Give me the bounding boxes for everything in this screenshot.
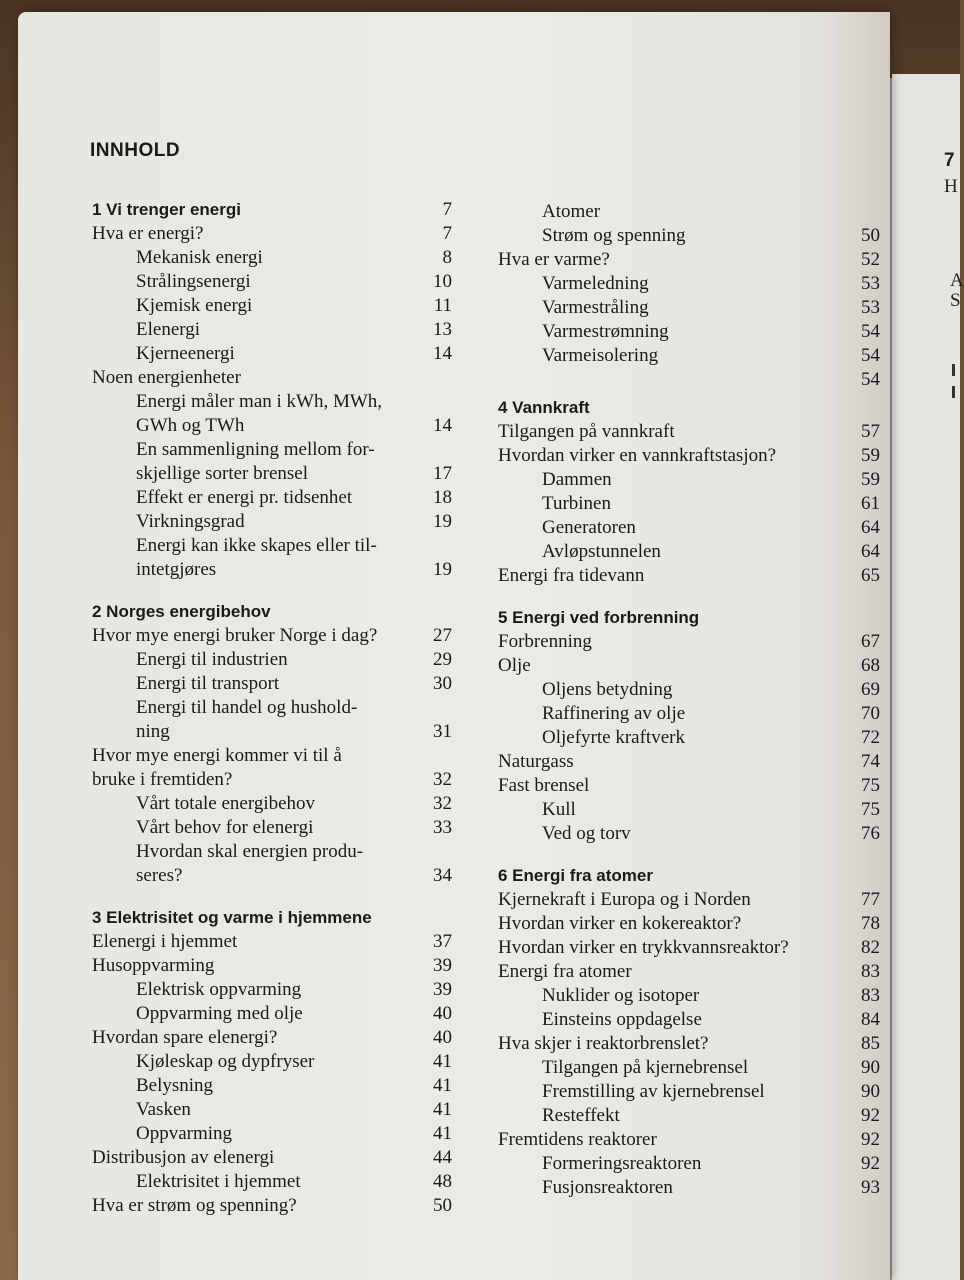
toc-page-number: 41 <box>433 1051 452 1072</box>
toc-page-number: 57 <box>861 421 880 442</box>
toc-page-number: 92 <box>861 1153 880 1174</box>
toc-page-number: 41 <box>433 1099 452 1120</box>
toc-chapter-title: 6 Energi fra atomer <box>498 866 653 885</box>
toc-entry-title: Nuklider og isotoper <box>542 985 700 1006</box>
toc-entry-row <box>92 816 452 840</box>
toc-entry-title: Fremstilling av kjernebrensel <box>542 1081 765 1102</box>
toc-entry-title: Fusjonsreaktoren <box>542 1177 673 1198</box>
toc-entry-row <box>92 864 452 888</box>
toc-entry-title: Formeringsreaktoren <box>542 1153 702 1174</box>
toc-page-number: 31 <box>433 721 452 742</box>
toc-entry-row <box>498 444 880 468</box>
toc-page-number: 64 <box>861 517 880 538</box>
page-heading: INNHOLD <box>90 140 181 161</box>
toc-entry-title: Tilgangen på vannkraft <box>498 421 675 442</box>
toc-page-number: 74 <box>861 751 880 772</box>
toc-entry-title: Hva er energi? <box>92 223 204 244</box>
toc-entry-row <box>498 678 880 702</box>
toc-entry-row <box>498 1128 880 1152</box>
toc-entry-title: Mekanisk energi <box>136 247 263 268</box>
toc-entry-title: Oljens betydning <box>542 679 673 700</box>
toc-chapter-title: 2 Norges energibehov <box>92 602 271 621</box>
toc-entry-title: Fast brensel <box>498 775 590 796</box>
toc-entry-row <box>498 468 880 492</box>
toc-entry-title: Ved og torv <box>542 823 631 844</box>
toc-page-number: 54 <box>861 321 880 342</box>
toc-entry-title: Resteffekt <box>542 1105 620 1126</box>
toc-entry-row <box>498 296 880 320</box>
toc-entry-row <box>92 1074 452 1098</box>
toc-entry-row <box>92 222 452 246</box>
toc-page-number: 64 <box>861 541 880 562</box>
toc-entry-title: Varmestråling <box>542 297 649 318</box>
toc-entry-row <box>92 318 452 342</box>
toc-entry-title: Vasken <box>136 1099 191 1120</box>
toc-page-number: 75 <box>861 775 880 796</box>
toc-entry-title: Belysning <box>136 1075 214 1096</box>
toc-entry-row <box>92 1122 452 1146</box>
toc-page-number: 37 <box>433 931 452 952</box>
toc-page-number: 76 <box>861 823 880 844</box>
toc-page-number: 33 <box>433 817 452 838</box>
toc-entry-title: Forbrenning <box>498 631 592 652</box>
toc-entry-title: Effekt er energi pr. tidsenhet <box>136 487 353 508</box>
toc-entry-row <box>498 702 880 726</box>
toc-entry-title: Hvor mye energi bruker Norge i dag? <box>92 625 378 646</box>
toc-entry-title: Turbinen <box>542 493 611 514</box>
toc-page-number: 50 <box>433 1195 452 1216</box>
toc-chapter-title: 3 Elektrisitet og varme i hjemmene <box>92 908 372 927</box>
toc-entry-row <box>498 1104 880 1128</box>
toc-page-number: 52 <box>861 249 880 270</box>
toc-page-number: 7 <box>442 223 452 244</box>
toc-page-number: 50 <box>861 225 880 246</box>
facing-page-edge <box>892 74 964 1280</box>
toc-entry-row <box>92 744 452 768</box>
toc-entry-title: Hvordan skal energien produ- <box>136 841 364 862</box>
toc-entry-title: Elektrisitet i hjemmet <box>136 1171 301 1192</box>
toc-entry-title: Generatoren <box>542 517 636 538</box>
toc-chapter-row <box>498 396 880 420</box>
toc-page-number: 30 <box>433 673 452 694</box>
toc-page-number: 10 <box>433 271 452 292</box>
toc-entry-title: Varmeledning <box>542 273 649 294</box>
toc-entry-row <box>92 534 452 558</box>
toc-chapter-title: 5 Energi ved forbrenning <box>498 608 700 627</box>
toc-entry-title: Tilgangen på kjernebrensel <box>542 1057 749 1078</box>
toc-entry-title: Kjøleskap og dypfryser <box>136 1051 315 1072</box>
facing-page-fragment: A <box>950 270 964 291</box>
toc-page-number: 44 <box>433 1147 452 1168</box>
toc-entry-row <box>92 1002 452 1026</box>
toc-entry-title: Energi kan ikke skapes eller til- <box>136 535 377 556</box>
toc-entry-row <box>498 984 880 1008</box>
toc-entry-title: Strålingsenergi <box>136 271 251 292</box>
facing-page-fragment: H <box>944 176 958 197</box>
toc-entry-title: Dammen <box>542 469 612 490</box>
section-gap <box>92 888 452 906</box>
toc-entry-title: Elenergi <box>136 319 201 340</box>
toc-page-number: 13 <box>433 319 452 340</box>
toc-entry-title: Varmeisolering <box>542 345 659 366</box>
toc-page-number: 54 <box>861 345 880 366</box>
toc-page-number: 84 <box>861 1009 880 1030</box>
toc-page-number: 70 <box>861 703 880 724</box>
toc-entry-title: Kull <box>542 799 576 820</box>
toc-entry-title: Kjerneenergi <box>136 343 235 364</box>
toc-entry-row <box>92 438 452 462</box>
toc-entry-row <box>92 510 452 534</box>
toc-entry-row <box>498 912 880 936</box>
toc-entry-row <box>498 344 880 368</box>
toc-page-number: 41 <box>433 1123 452 1144</box>
toc-entry-row <box>92 462 452 486</box>
toc-entry-title: Olje <box>498 655 531 676</box>
toc-entry-title: Elenergi i hjemmet <box>92 931 238 952</box>
toc-entry-title: GWh og TWh <box>136 415 245 436</box>
toc-entry-title: Energi fra atomer <box>498 961 632 982</box>
toc-page-number: 39 <box>433 979 452 1000</box>
toc-entry-row <box>498 774 880 798</box>
section-gap <box>92 582 452 600</box>
toc-entry-title: Fremtidens reaktorer <box>498 1129 657 1150</box>
toc-chapter-row <box>498 864 880 888</box>
toc-page-number: 61 <box>861 493 880 514</box>
toc-entry-title: Oppvarming <box>136 1123 233 1144</box>
toc-page-number: 53 <box>861 297 880 318</box>
toc-entry-title: Energi til transport <box>136 673 280 694</box>
toc-page-number: 32 <box>433 793 452 814</box>
toc-page-number: 39 <box>433 955 452 976</box>
toc-entry-title: Kjemisk energi <box>136 295 253 316</box>
toc-entry-row <box>498 750 880 774</box>
facing-page-mark <box>952 386 955 398</box>
toc-page-number: 17 <box>433 463 452 484</box>
toc-entry-row <box>92 954 452 978</box>
toc-entry-row <box>92 366 452 390</box>
toc-entry-row <box>92 1098 452 1122</box>
toc-page-number: 27 <box>433 625 452 646</box>
toc-page-number: 14 <box>433 343 452 364</box>
toc-page-number: 40 <box>433 1003 452 1024</box>
toc-entry-title: Energi til industrien <box>136 649 288 670</box>
toc-entry-title: ning <box>136 721 170 742</box>
toc-entry-title: skjellige sorter brensel <box>136 463 309 484</box>
toc-entry-title: Varmestrømning <box>542 321 669 342</box>
toc-entry-row <box>92 768 452 792</box>
toc-entry-title: Energi til handel og hushold- <box>136 697 358 718</box>
toc-entry-title: Oljefyrte kraftverk <box>542 727 685 748</box>
toc-entry-row <box>92 720 452 744</box>
toc-entry-title: bruke i fremtiden? <box>92 769 233 790</box>
section-gap <box>498 588 880 606</box>
toc-entry-title: Hvordan spare elenergi? <box>92 1027 278 1048</box>
toc-entry-row <box>92 246 452 270</box>
toc-entry-row <box>92 414 452 438</box>
toc-entry-row <box>92 672 452 696</box>
toc-page-number: 53 <box>861 273 880 294</box>
toc-entry-row <box>498 224 880 248</box>
toc-page-number: 18 <box>433 487 452 508</box>
toc-page-number: 65 <box>861 565 880 586</box>
toc-entry-title: seres? <box>136 865 183 886</box>
toc-entry-row <box>498 1176 880 1200</box>
toc-page-number: 7 <box>442 199 452 220</box>
toc-entry-title: Hva skjer i reaktorbrenslet? <box>498 1033 709 1054</box>
toc-entry-row <box>498 1032 880 1056</box>
toc-left-column <box>92 198 452 1218</box>
toc-entry-row <box>498 1056 880 1080</box>
toc-page-number: 14 <box>433 415 452 436</box>
toc-entry-title: Naturgass <box>498 751 574 772</box>
toc-entry-title: Energi måler man i kWh, MWh, <box>136 391 383 412</box>
toc-entry-title: En sammenligning mellom for- <box>136 439 375 460</box>
toc-entry-row <box>498 630 880 654</box>
toc-page-number: 54 <box>861 369 880 390</box>
toc-entry-row <box>498 888 880 912</box>
facing-page-mark <box>952 364 955 376</box>
toc-entry-row <box>498 1152 880 1176</box>
toc-entry-row <box>498 272 880 296</box>
toc-entry-row <box>498 200 880 224</box>
toc-entry-row <box>92 342 452 366</box>
toc-entry-row <box>92 270 452 294</box>
toc-entry-title: Hvor mye energi kommer vi til å <box>92 745 342 766</box>
toc-page-number: 93 <box>861 1177 880 1198</box>
toc-page-number: 32 <box>433 769 452 790</box>
toc-entry-title: Vårt totale energibehov <box>136 793 316 814</box>
toc-entry-row <box>498 654 880 678</box>
toc-entry-title: Hvordan virker en trykkvannsreaktor? <box>498 937 789 958</box>
toc-entry-row <box>92 840 452 864</box>
toc-chapter-title: 1 Vi trenger energi <box>92 200 241 219</box>
toc-entry-title: Hvordan virker en kokereaktor? <box>498 913 742 934</box>
toc-entry-title: intetgjøres <box>136 559 217 580</box>
toc-chapter-row <box>92 600 452 624</box>
toc-entry-row <box>498 248 880 272</box>
toc-entry-row <box>92 1170 452 1194</box>
toc-page-number: 41 <box>433 1075 452 1096</box>
toc-entry-row <box>92 1026 452 1050</box>
toc-entry-row <box>498 822 880 846</box>
toc-entry-row <box>498 320 880 344</box>
toc-entry-row <box>498 516 880 540</box>
section-gap <box>498 368 880 396</box>
toc-entry-row <box>92 792 452 816</box>
toc-page-number: 90 <box>861 1057 880 1078</box>
toc-entry-row <box>92 624 452 648</box>
toc-entry-row <box>498 564 880 588</box>
toc-entry-row <box>92 1050 452 1074</box>
toc-chapter-row <box>498 606 880 630</box>
toc-entry-title: Virkningsgrad <box>136 511 245 532</box>
toc-chapter-row <box>92 906 452 930</box>
toc-page-number: 83 <box>861 985 880 1006</box>
toc-entry-row <box>498 1008 880 1032</box>
toc-entry-title: Oppvarming med olje <box>136 1003 303 1024</box>
toc-page-number: 85 <box>861 1033 880 1054</box>
toc-entry-row <box>498 960 880 984</box>
toc-entry-row <box>92 390 452 414</box>
toc-page-number: 19 <box>433 559 452 580</box>
toc-entry-title: Elektrisk oppvarming <box>136 979 302 1000</box>
toc-entry-title: Hvordan virker en vannkraftstasjon? <box>498 445 777 466</box>
toc-entry-title: Atomer <box>542 201 601 222</box>
toc-page-number: 92 <box>861 1129 880 1150</box>
facing-page-chapter-number: 7 <box>944 150 955 171</box>
toc-entry-title: Kjernekraft i Europa og i Norden <box>498 889 751 910</box>
toc-page-number: 77 <box>861 889 880 910</box>
toc-entry-row <box>498 420 880 444</box>
toc-page-number: 83 <box>861 961 880 982</box>
section-gap <box>498 846 880 864</box>
toc-entry-row <box>498 492 880 516</box>
toc-entry-title: Raffinering av olje <box>542 703 686 724</box>
toc-entry-title: Avløpstunnelen <box>542 541 661 562</box>
toc-page-number: 40 <box>433 1027 452 1048</box>
toc-page-number: 8 <box>442 247 452 268</box>
toc-page-number: 92 <box>861 1105 880 1126</box>
toc-entry-title: Distribusjon av elenergi <box>92 1147 275 1168</box>
facing-page-fragment: S <box>950 290 961 311</box>
toc-entry-row <box>92 696 452 720</box>
toc-page-number: 19 <box>433 511 452 532</box>
toc-entry-title: Strøm og spenning <box>542 225 686 246</box>
toc-entry-row <box>498 798 880 822</box>
toc-entry-row <box>498 726 880 750</box>
toc-page-number: 67 <box>861 631 880 652</box>
toc-entry-row <box>92 1146 452 1170</box>
toc-page-number: 82 <box>861 937 880 958</box>
toc-entry-title: Hva er varme? <box>498 249 610 270</box>
toc-page-number: 11 <box>433 295 452 316</box>
toc-entry-row <box>92 294 452 318</box>
toc-entry-row <box>92 978 452 1002</box>
toc-page-number: 90 <box>861 1081 880 1102</box>
toc-entry-title: Energi fra tidevann <box>498 565 645 586</box>
toc-entry-title: Husoppvarming <box>92 955 215 976</box>
toc-entry-title: Einsteins oppdagelse <box>542 1009 702 1030</box>
toc-page-number: 75 <box>861 799 880 820</box>
toc-page-number: 68 <box>861 655 880 676</box>
toc-entry-row <box>92 1194 452 1218</box>
toc-page-number: 59 <box>861 445 880 466</box>
toc-right-column <box>498 200 880 1200</box>
toc-page-number: 34 <box>433 865 452 886</box>
toc-entry-title: Hva er strøm og spenning? <box>92 1195 297 1216</box>
toc-entry-row <box>92 558 452 582</box>
toc-page-number: 78 <box>861 913 880 934</box>
toc-page-number: 69 <box>861 679 880 700</box>
toc-page-number: 48 <box>433 1171 452 1192</box>
toc-page-number: 72 <box>861 727 880 748</box>
toc-entry-row <box>498 1080 880 1104</box>
toc-entry-title: Noen energienheter <box>92 367 241 388</box>
toc-entry-row <box>498 936 880 960</box>
toc-entry-row <box>92 648 452 672</box>
toc-page-number: 59 <box>861 469 880 490</box>
toc-entry-row <box>92 486 452 510</box>
toc-entry-row <box>498 540 880 564</box>
toc-chapter-title: 4 Vannkraft <box>498 398 590 417</box>
toc-chapter-row <box>92 198 452 222</box>
toc-entry-title: Vårt behov for elenergi <box>136 817 314 838</box>
toc-page-number: 29 <box>433 649 452 670</box>
toc-entry-row <box>92 930 452 954</box>
